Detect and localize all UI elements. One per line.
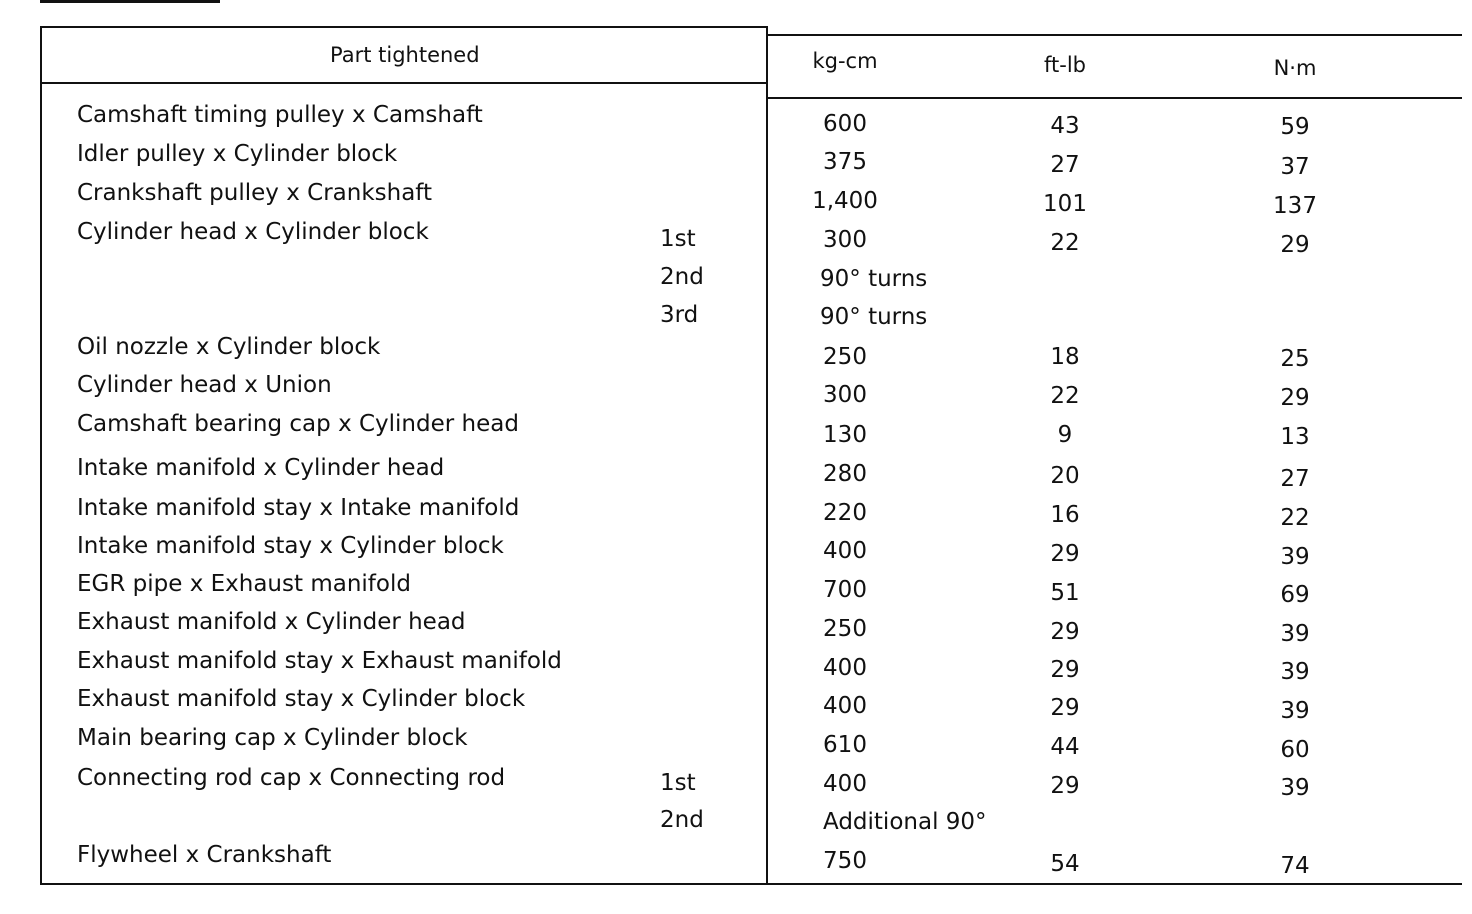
table-row-kg-cm: 600 <box>823 111 867 137</box>
table-row-kg-cm: 375 <box>823 149 867 175</box>
header-n-m: N·m <box>1273 56 1317 80</box>
table-row-part: Intake manifold stay x Intake manifold <box>77 495 520 521</box>
table-row-kg-cm: Additional 90° <box>823 809 987 835</box>
table-row-n-m: 22 <box>1280 505 1310 531</box>
table-row-ft-lb: 29 <box>1050 619 1080 645</box>
table-row-n-m: 27 <box>1280 466 1310 492</box>
table-row-ft-lb: 9 <box>1057 422 1073 448</box>
table-row-ft-lb: 27 <box>1050 152 1080 178</box>
table-row-kg-cm: 250 <box>823 344 867 370</box>
table-left-border <box>40 26 42 885</box>
table-row-n-m: 60 <box>1280 737 1310 763</box>
header-divider-left <box>40 82 768 84</box>
table-row-n-m: 59 <box>1280 114 1310 140</box>
table-row-ft-lb: 43 <box>1050 113 1080 139</box>
table-row-part: Exhaust manifold x Cylinder head <box>77 609 466 635</box>
table-top-border <box>40 26 768 28</box>
table-row-part: Crankshaft pulley x Crankshaft <box>77 180 433 206</box>
table-row-step: 2nd <box>660 807 704 833</box>
table-row-part: Main bearing cap x Cylinder block <box>77 725 468 751</box>
table-row-kg-cm: 400 <box>823 655 867 681</box>
table-row-part: Oil nozzle x Cylinder block <box>77 334 381 360</box>
table-top-border-right <box>767 34 1462 36</box>
table-row-kg-cm: 700 <box>823 577 867 603</box>
table-row-n-m: 25 <box>1280 346 1310 372</box>
table-row-ft-lb: 101 <box>1043 191 1087 217</box>
table-row-part: Idler pulley x Cylinder block <box>77 141 398 167</box>
header-part-tightened: Part tightened <box>330 43 480 67</box>
table-row-part: Exhaust manifold stay x Exhaust manifold <box>77 648 562 674</box>
table-row-ft-lb: 29 <box>1050 541 1080 567</box>
table-row-kg-cm: 250 <box>823 616 867 642</box>
table-row-part: EGR pipe x Exhaust manifold <box>77 571 411 597</box>
table-row-part: Intake manifold x Cylinder head <box>77 455 445 481</box>
table-row-step: 1st <box>660 770 696 796</box>
table-row-n-m: 39 <box>1280 659 1310 685</box>
table-row-part: Exhaust manifold stay x Cylinder block <box>77 686 526 712</box>
table-row-kg-cm: 750 <box>823 848 867 874</box>
header-divider-right <box>767 97 1462 99</box>
table-bottom-border <box>40 883 1462 885</box>
table-row-kg-cm: 400 <box>823 538 867 564</box>
table-row-n-m: 13 <box>1280 424 1310 450</box>
table-row-kg-cm: 400 <box>823 693 867 719</box>
table-row-step: 3rd <box>660 302 699 328</box>
table-row-ft-lb: 22 <box>1050 383 1080 409</box>
table-row-ft-lb: 22 <box>1050 230 1080 256</box>
table-row-kg-cm: 220 <box>823 500 867 526</box>
table-row-part: Camshaft timing pulley x Camshaft <box>77 102 483 128</box>
table-row-part: Flywheel x Crankshaft <box>77 842 332 868</box>
table-row-n-m: 39 <box>1280 775 1310 801</box>
table-row-part: Cylinder head x Union <box>77 372 332 398</box>
table-row-step: 1st <box>660 226 696 252</box>
table-row-kg-cm: 400 <box>823 771 867 797</box>
table-row-n-m: 39 <box>1280 544 1310 570</box>
table-row-kg-cm: 610 <box>823 732 867 758</box>
table-row-part: Camshaft bearing cap x Cylinder head <box>77 411 519 437</box>
column-divider <box>766 26 768 885</box>
header-kg-cm: kg-cm <box>812 49 878 73</box>
table-row-ft-lb: 44 <box>1050 734 1080 760</box>
table-row-ft-lb: 29 <box>1050 773 1080 799</box>
table-row-ft-lb: 51 <box>1050 580 1080 606</box>
torque-spec-table <box>40 17 1462 885</box>
table-row-n-m: 29 <box>1280 385 1310 411</box>
table-row-ft-lb: 18 <box>1050 344 1080 370</box>
table-row-kg-cm: 300 <box>823 382 867 408</box>
table-row-ft-lb: 29 <box>1050 695 1080 721</box>
header-ft-lb: ft-lb <box>1044 53 1086 77</box>
table-row-kg-cm: 90° turns <box>820 304 928 330</box>
table-row-kg-cm: 300 <box>823 227 867 253</box>
table-row-ft-lb: 29 <box>1050 657 1080 683</box>
table-row-step: 2nd <box>660 264 704 290</box>
table-row-ft-lb: 20 <box>1050 463 1080 489</box>
table-row-kg-cm: 90° turns <box>820 266 928 292</box>
cropped-heading-fragment <box>40 0 220 9</box>
table-row-n-m: 69 <box>1280 582 1310 608</box>
table-row-ft-lb: 16 <box>1050 502 1080 528</box>
table-row-n-m: 39 <box>1280 621 1310 647</box>
table-row-n-m: 37 <box>1280 154 1310 180</box>
table-row-part: Cylinder head x Cylinder block <box>77 219 429 245</box>
table-row-n-m: 39 <box>1280 698 1310 724</box>
table-row-n-m: 74 <box>1280 853 1310 879</box>
table-row-kg-cm: 130 <box>823 422 867 448</box>
table-row-n-m: 29 <box>1280 232 1310 258</box>
table-row-ft-lb: 54 <box>1050 851 1080 877</box>
table-row-part: Connecting rod cap x Connecting rod <box>77 765 506 791</box>
table-row-kg-cm: 280 <box>823 461 867 487</box>
table-row-kg-cm: 1,400 <box>812 188 878 214</box>
table-row-part: Intake manifold stay x Cylinder block <box>77 533 504 559</box>
table-row-n-m: 137 <box>1273 193 1317 219</box>
